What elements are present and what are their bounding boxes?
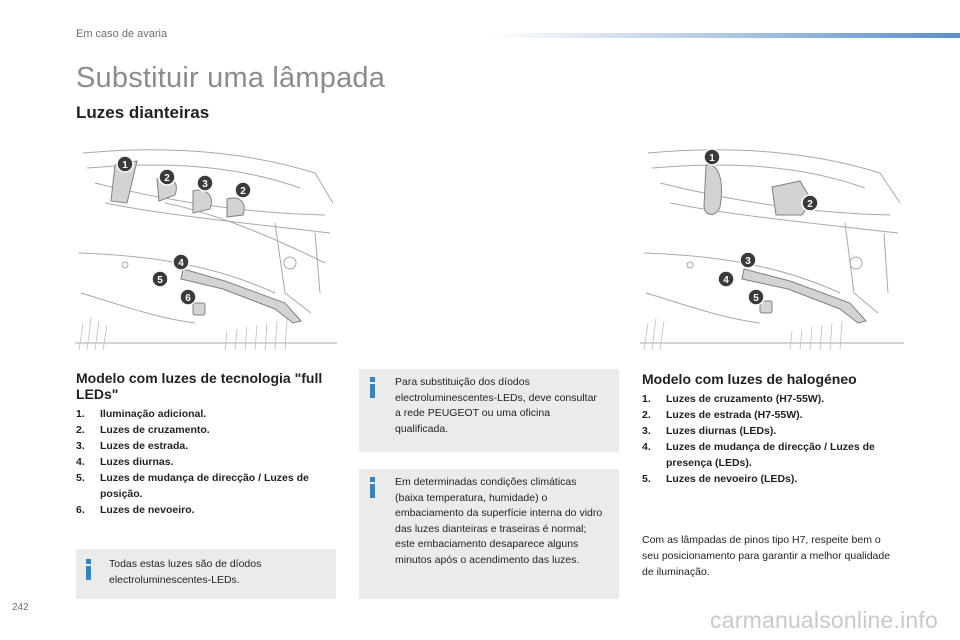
- section-subtitle: Luzes dianteiras: [76, 103, 210, 122]
- page-title: Substituir uma lâmpada: [76, 62, 386, 94]
- svg-text:6: 6: [185, 293, 191, 304]
- callout-4: [718, 271, 734, 287]
- callout-1: [117, 156, 133, 172]
- callout-5: [748, 289, 764, 305]
- callout-1: [704, 149, 720, 165]
- list-item: 4. Luzes diurnas.: [76, 456, 174, 468]
- callout-2b: [235, 182, 251, 198]
- full-led-model-title: Modelo com luzes de tecnologia "full LEDs": [76, 370, 323, 402]
- list-item: 3. Luzes diurnas (LEDs).: [642, 425, 777, 437]
- info-icon: [369, 377, 377, 398]
- list-item: 5. Luzes de nevoeiro (LEDs).: [642, 473, 798, 485]
- watermark: carmanualsonline.info: [710, 607, 938, 633]
- callout-5: [152, 271, 168, 287]
- list-item: 5. Luzes de mudança de direcção / Luzes de posição.: [76, 472, 309, 500]
- list-item: 4. Luzes de mudança de direcção / Luzes de presença (LEDs).: [642, 441, 875, 469]
- svg-text:3: 3: [202, 179, 208, 190]
- callout-2: [159, 169, 175, 185]
- svg-text:1: 1: [709, 153, 715, 164]
- svg-text:2: 2: [164, 173, 170, 184]
- callout-4: [173, 254, 189, 270]
- halogen-headlamp-illustration: [640, 143, 904, 356]
- led-info-note: Todas estas luzes são de díodos electroluminescentes-LEDs.: [76, 549, 336, 599]
- halogen-component-list: [642, 391, 902, 487]
- condensation-info-note: Em determinadas condições climáticas (baixa temperatura, humidade) o embaciamento da superfície interna do vidro das luzes dianteiras e traseiras é normal; este embaciamento desaparece alguns minutos após o acendimento das luzes.: [359, 469, 619, 599]
- list-item: 2. Luzes de estrada (H7-55W).: [642, 409, 803, 421]
- h7-bulb-instruction: Com as lâmpadas de pinos tipo H7, respeite bem o seu posicionamento para garantir a melhor qualidade de iluminação.: [642, 534, 891, 578]
- callout-3: [740, 252, 756, 268]
- svg-text:5: 5: [753, 293, 759, 304]
- callout-6: [180, 289, 196, 305]
- svg-text:2: 2: [240, 186, 246, 197]
- full-led-component-list: [76, 406, 338, 518]
- replacement-info-note: Para substituição dos díodos electroluminescentes-LEDs, deve consultar a rede PEUGEOT ou uma oficina qualificada.: [359, 369, 619, 452]
- list-item: 2. Luzes de cruzamento.: [76, 424, 210, 436]
- list-item: 1. Iluminação adicional.: [76, 408, 207, 420]
- callout-3: [197, 175, 213, 191]
- list-item: 1. Luzes de cruzamento (H7-55W).: [642, 393, 825, 405]
- info-icon: [85, 559, 93, 580]
- halogen-model-title: Modelo com luzes de halogéneo: [642, 371, 857, 387]
- page-number: 242: [12, 602, 29, 613]
- list-item: 3. Luzes de estrada.: [76, 440, 189, 452]
- full-led-headlamp-illustration: [75, 143, 337, 356]
- svg-text:2: 2: [807, 199, 813, 210]
- svg-text:4: 4: [178, 258, 184, 269]
- list-item: 6. Luzes de nevoeiro.: [76, 504, 195, 516]
- callout-2: [802, 195, 818, 211]
- svg-text:3: 3: [745, 256, 751, 267]
- info-icon: [369, 477, 377, 498]
- svg-text:4: 4: [723, 275, 729, 286]
- header-accent-bar: [488, 33, 960, 38]
- svg-text:1: 1: [122, 160, 128, 171]
- section-label: Em caso de avaria: [76, 28, 168, 40]
- svg-text:5: 5: [157, 275, 163, 286]
